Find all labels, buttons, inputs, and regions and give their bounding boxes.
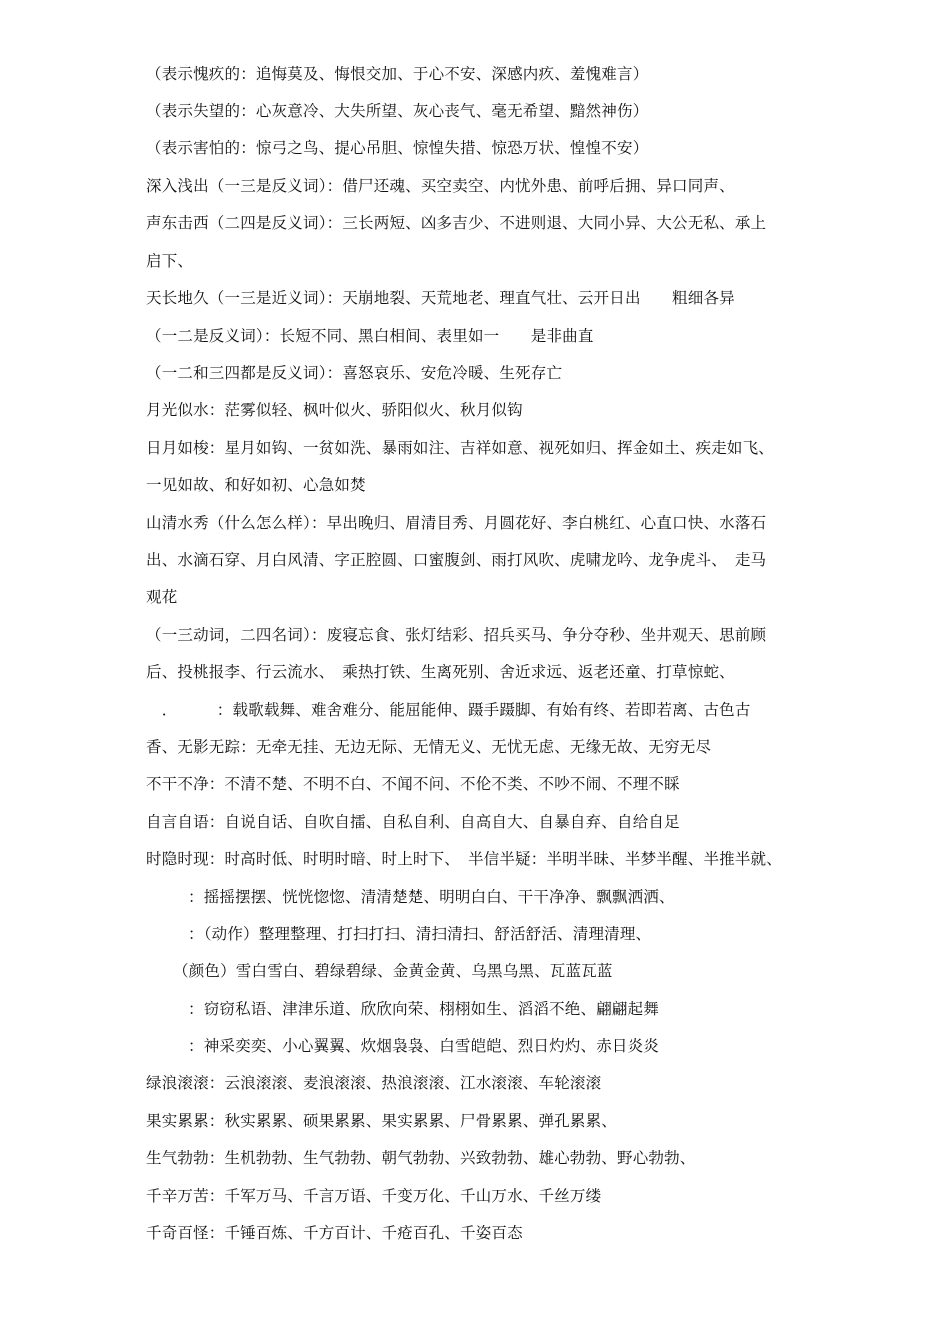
text-line-23: ：摇摇摆摆、恍恍惚惚、清清楚楚、明明白白、干干净净、飘飘洒洒、: [188, 888, 675, 906]
text-line-31: 千辛万苦：千军万马、千言万语、千变万化、千山万水、千丝万缕: [146, 1187, 602, 1205]
text-line-19: 香、无影无踪：无牵无挂、无边无际、无情无义、无忧无虑、无缘无故、无穷无尽: [146, 738, 712, 756]
text-line-18: ． ：载歌载舞、难舍难分、能屈能伸、蹑手蹑脚、有始有终、若即若离、古色古: [146, 701, 751, 719]
text-line-4: 深入浅出（一三是反义词）：借尸还魂、买空卖空、内忧外患、前呼后拥、异口同声、: [146, 177, 735, 195]
text-line-11: 日月如梭：星月如钩、一贫如洗、暴雨如注、吉祥如意、视死如归、挥金如土、疾走如飞、: [146, 439, 775, 457]
text-line-27: ：神采奕奕、小心翼翼、炊烟袅袅、白雪皑皑、烈日灼灼、赤日炎炎: [188, 1037, 660, 1055]
text-line-1: （表示愧疚的：追悔莫及、悔恨交加、于心不安、深感内疚、羞愧难言）: [146, 65, 649, 83]
text-line-22: 时隐时现：时高时低、时明时暗、时上时下、 半信半疑：半明半昧、半梦半醒、半推半就、: [146, 850, 782, 868]
text-line-28: 绿浪滚滚：云浪滚滚、麦浪滚滚、热浪滚滚、江水滚滚、车轮滚滚: [146, 1074, 602, 1092]
text-line-29: 果实累累：秋实累累、硕果累累、果实累累、尸骨累累、弹孔累累、: [146, 1112, 618, 1130]
text-line-14: 出、水滴石穿、月白风清、字正腔圆、口蜜腹剑、雨打风吹、虎啸龙吟、龙争虎斗、 走马: [146, 551, 767, 569]
text-line-21: 自言自语：自说自话、自吹自擂、自私自利、自高自大、自暴自弃、自给自足: [146, 813, 680, 831]
text-line-2: （表示失望的：心灰意冷、大失所望、灰心丧气、毫无希望、黯然神伤）: [146, 102, 649, 120]
text-line-5: 声东击西（二四是反义词）：三长两短、凶多吉少、不进则退、大同小异、大公无私、承上: [146, 214, 767, 232]
text-line-10: 月光似水：茫雾似轻、枫叶似火、骄阳似火、秋月似钩: [146, 401, 523, 419]
text-line-32: 千奇百怪：千锤百炼、千方百计、千疮百孔、千姿百态: [146, 1224, 523, 1242]
text-line-3: （表示害怕的：惊弓之鸟、提心吊胆、惊惶失措、惊恐万状、惶惶不安）: [146, 139, 649, 157]
text-line-15: 观花: [146, 588, 178, 606]
text-line-17: 后、投桃报李、行云流水、 乘热打铁、生离死别、舍近求远、返老还童、打草惊蛇、: [146, 663, 735, 681]
text-line-26: ：窃窃私语、津津乐道、欣欣向荣、栩栩如生、滔滔不绝、翩翩起舞: [188, 1000, 660, 1018]
text-line-7: 天长地久（一三是近义词）：天崩地裂、天荒地老、理直气壮、云开日出 粗细各异: [146, 289, 735, 307]
text-line-30: 生气勃勃：生机勃勃、生气勃勃、朝气勃勃、兴致勃勃、雄心勃勃、野心勃勃、: [146, 1149, 696, 1167]
text-line-25: （颜色）雪白雪白、碧绿碧绿、金黄金黄、乌黑乌黑、瓦蓝瓦蓝: [173, 962, 613, 980]
text-line-24: ：（动作）整理整理、打扫打扫、清扫清扫、舒活舒活、清理清理、: [188, 925, 652, 943]
text-line-6: 启下、: [146, 252, 194, 270]
text-line-20: 不干不净：不清不楚、不明不白、不闻不问、不伦不类、不吵不闹、不理不睬: [146, 775, 680, 793]
text-line-16: （一三动词，二四名词）：废寝忘食、张灯结彩、招兵买马、争分夺秒、坐井观天、思前顾: [146, 626, 767, 644]
text-line-8: （一二是反义词）：长短不同、黑白相间、表里如一 是非曲直: [146, 327, 594, 345]
text-line-9: （一二和三四都是反义词）：喜怒哀乐、安危冷暖、生死存亡: [146, 364, 563, 382]
text-line-12: 一见如故、和好如初、心急如焚: [146, 476, 366, 494]
text-line-13: 山清水秀（什么怎么样）：早出晚归、眉清目秀、月圆花好、李白桃红、心直口快、水落石: [146, 514, 767, 532]
